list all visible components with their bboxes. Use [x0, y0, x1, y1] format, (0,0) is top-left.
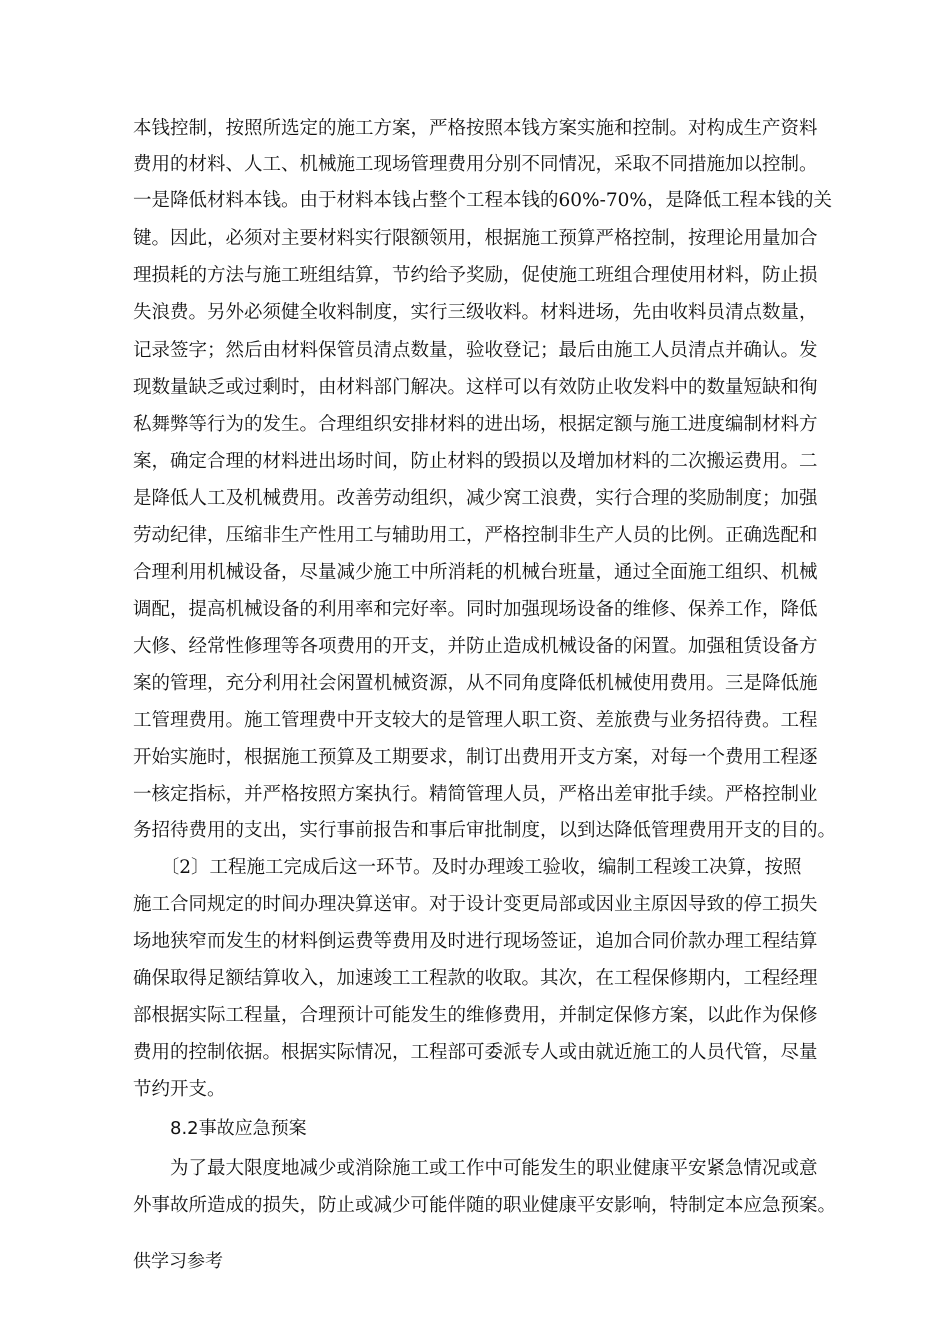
- body-line: 私舞弊等行为的发生。合理组织安排材料的进出场，根据定额与施工进度编制材料方: [133, 414, 818, 435]
- body-line: 调配，提高机械设备的利用率和完好率。同时加强现场设备的维修、保养工作，降低: [133, 599, 818, 620]
- body-line: 费用的控制依据。根据实际情况，工程部可委派专人或由就近施工的人员代管，尽量: [133, 1042, 818, 1063]
- body-line: 确保取得足额结算收入，加速竣工工程款的收取。其次，在工程保修期内，工程经理: [133, 968, 818, 989]
- body-line: 场地狭窄而发生的材料倒运费等费用及时进行现场签证，追加合同价款办理工程结算: [133, 931, 818, 952]
- body-line: 一是降低材料本钱。由于材料本钱占整个工程本钱的60%-70%，是降低工程本钱的关: [133, 190, 832, 211]
- body-line: 记录签字；然后由材料保管员清点数量，验收登记；最后由施工人员清点并确认。发: [133, 340, 818, 361]
- body-line: 为了最大限度地减少或消除施工或工作中可能发生的职业健康平安紧急情况或意: [133, 1158, 818, 1179]
- body-line: 理损耗的方法与施工班组结算，节约给予奖励，促使施工班组合理使用材料，防止损: [133, 265, 818, 286]
- page-footer: 供学习参考: [133, 1251, 223, 1272]
- body-line: 合理利用机械设备，尽量减少施工中所消耗的机械台班量，通过全面施工组织、机械: [133, 562, 818, 583]
- body-line: 案，确定合理的材料进出场时间，防止材料的毁损以及增加材料的二次搬运费用。二: [133, 451, 818, 472]
- body-line: 工管理费用。施工管理费中开支较大的是管理人职工资、差旅费与业务招待费。工程: [133, 710, 818, 731]
- body-line: 节约开支。: [133, 1079, 226, 1100]
- body-line: 部根据实际工程量，合理预计可能发生的维修费用，并制定保修方案，以此作为保修: [133, 1005, 818, 1026]
- body-line: 施工合同规定的时间办理决算送审。对于设计变更局部或因业主原因导致的停工损失: [133, 894, 818, 915]
- body-line: 是降低人工及机械费用。改善劳动组织，减少窝工浪费，实行合理的奖励制度；加强: [133, 488, 818, 509]
- body-line: 案的管理，充分利用社会闲置机械资源，从不同角度降低机械使用费用。三是降低施: [133, 673, 818, 694]
- body-line: 务招待费用的支出，实行事前报告和事后审批制度，以到达降低管理费用开支的目的。: [133, 820, 837, 841]
- body-line: 本钱控制，按照所选定的施工方案，严格按照本钱方案实施和控制。对构成生产资料: [133, 118, 818, 139]
- body-line: 键。因此，必须对主要材料实行限额领用，根据施工预算严格控制，按理论用量加合: [133, 228, 818, 249]
- body-line: 大修、经常性修理等各项费用的开支，并防止造成机械设备的闲置。加强租赁设备方: [133, 636, 818, 657]
- body-line: 劳动纪律，压缩非生产性用工与辅助用工，严格控制非生产人员的比例。正确选配和: [133, 525, 818, 546]
- body-line: 失浪费。另外必须健全收料制度，实行三级收料。材料进场，先由收料员清点数量，: [133, 302, 818, 323]
- body-line: 费用的材料、人工、机械施工现场管理费用分别不同情况，采取不同措施加以控制。: [133, 154, 818, 175]
- section-heading: 8.2事故应急预案: [170, 1118, 307, 1139]
- body-line: 外事故所造成的损失，防止或减少可能伴随的职业健康平安影响，特制定本应急预案。: [133, 1195, 837, 1216]
- body-line: 现数量缺乏或过剩时，由材料部门解决。这样可以有效防止收发料中的数量短缺和徇: [133, 377, 818, 398]
- body-line: 一核定指标，并严格按照方案执行。精简管理人员，严格出差审批手续。严格控制业: [133, 784, 818, 805]
- body-line: 〔2〕工程施工完成后这一环节。及时办理竣工验收，编制工程竣工决算，按照: [133, 857, 802, 878]
- body-line: 开始实施时，根据施工预算及工期要求，制订出费用开支方案，对每一个费用工程逐: [133, 747, 818, 768]
